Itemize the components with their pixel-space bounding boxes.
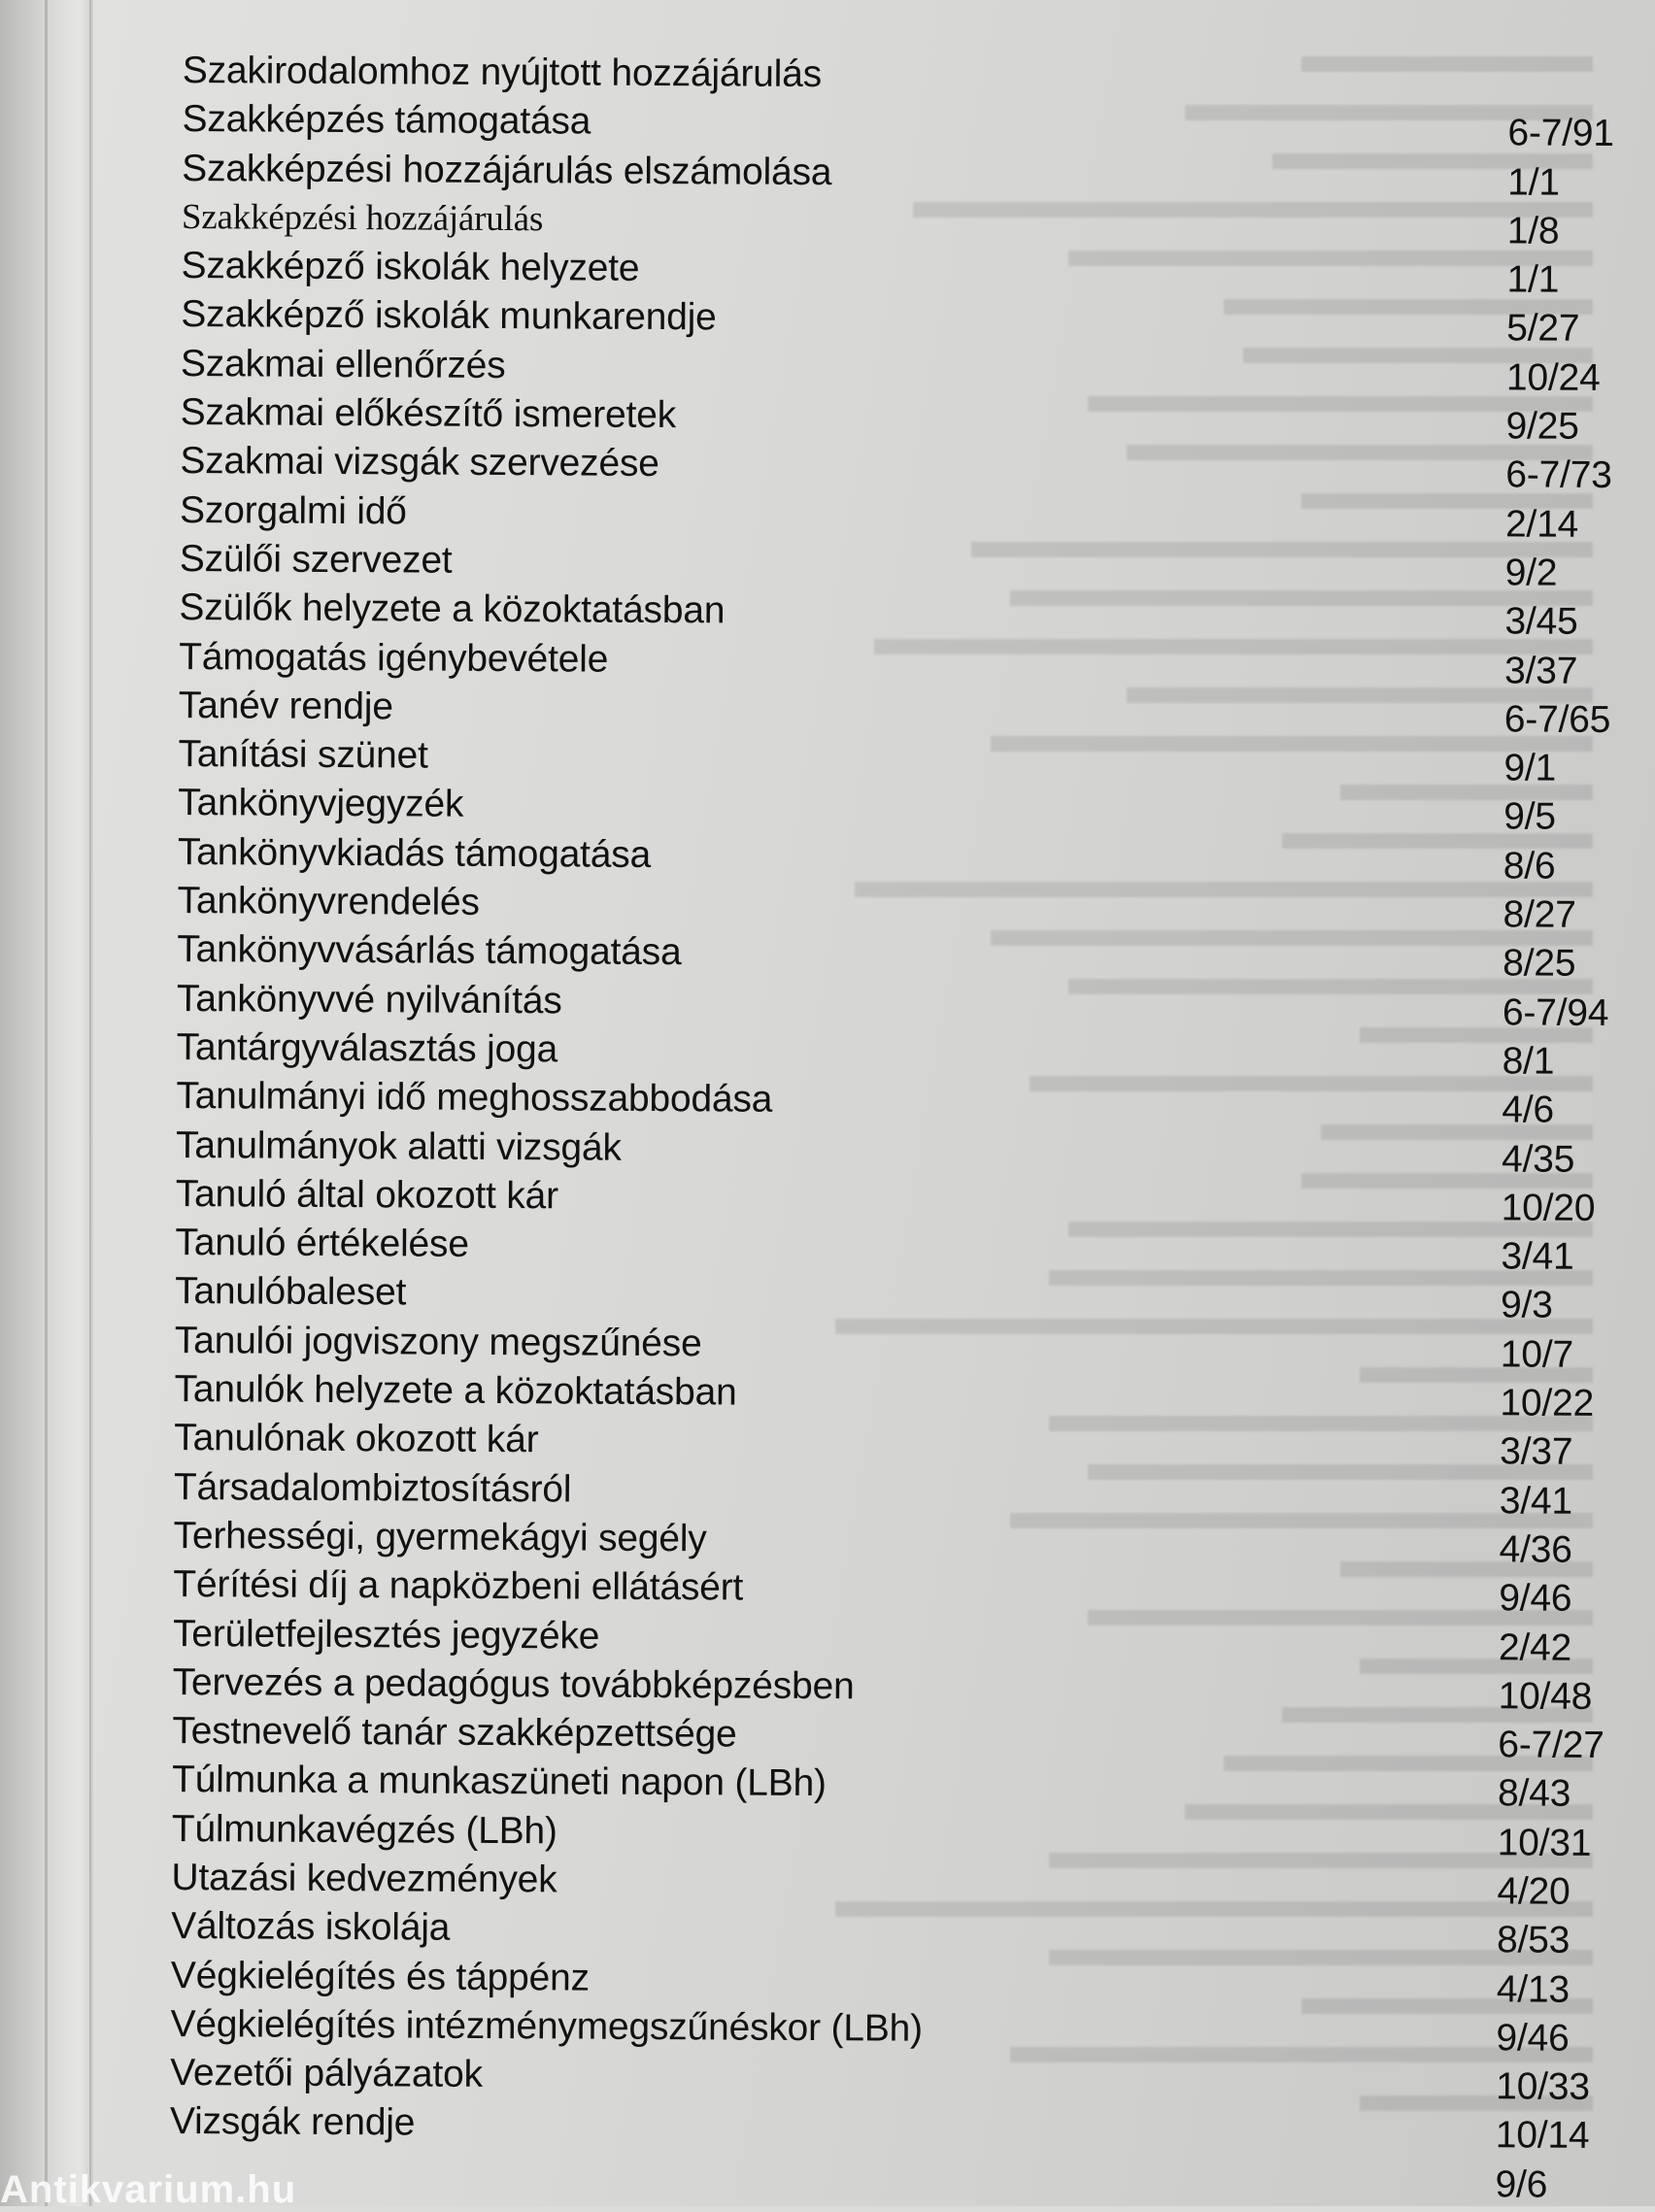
entry-page-number: 9/25 — [1505, 405, 1579, 448]
entry-page-number: 3/41 — [1499, 1479, 1573, 1523]
entry-page-number: 9/5 — [1503, 795, 1556, 839]
spine-edge-line — [45, 0, 48, 2206]
index-entry — [182, 193, 1619, 251]
entry-page-number: 4/6 — [1502, 1089, 1555, 1131]
entry-label: Tanulók helyzete a közoktatásban — [174, 1367, 737, 1414]
entry-label: Szakmai előkészítő ismeretek — [180, 391, 677, 437]
index-entry — [177, 1023, 1614, 1081]
index-entry — [180, 535, 1617, 592]
index-entry — [169, 2147, 1606, 2204]
entry-page-number: 5/27 — [1506, 307, 1580, 351]
index-entry — [182, 95, 1619, 155]
watermark: Antikvarium.hu — [0, 2168, 297, 2211]
index-entry — [171, 1952, 1608, 2009]
entry-page-number: 8/6 — [1503, 845, 1556, 888]
index-entry — [172, 1707, 1609, 1767]
entry-label: Tankönyvvé nyilvánítás — [176, 977, 562, 1022]
entry-label: Szakképzés támogatása — [182, 98, 591, 143]
entry-label: Tanuló értékelése — [175, 1222, 469, 1265]
index-entry — [178, 730, 1615, 788]
entry-page-number: 8/1 — [1502, 1040, 1555, 1083]
entry-label: Tanulmányok alatti vizsgák — [175, 1123, 622, 1169]
index-entry — [173, 1512, 1610, 1569]
entry-page-number: 8/53 — [1496, 1919, 1571, 1962]
entry-page-number: 3/37 — [1500, 1430, 1573, 1474]
entry-label: Szorgalmi idő — [179, 488, 407, 533]
index-entry — [174, 1414, 1611, 1474]
entry-label: Túlmunka a munkaszüneti napon (LBh) — [171, 1759, 827, 1805]
entry-label: Szakirodalomhoz nyújtott hozzájárulás — [182, 49, 823, 96]
index-entry — [175, 1267, 1612, 1327]
entry-label: Tanulónak okozott kár — [174, 1417, 539, 1461]
index-entry — [177, 925, 1614, 986]
index-entry — [181, 340, 1618, 397]
entry-page-number: 9/6 — [1495, 2163, 1548, 2206]
entry-label: Társadalombiztosításról — [173, 1465, 572, 1511]
entry-label: Támogatás igénybevétele — [179, 635, 609, 681]
index-entry — [176, 1122, 1613, 1179]
entry-page-number: 4/13 — [1496, 1967, 1571, 2011]
entry-label: Változás iskolája — [171, 1905, 451, 1949]
index-entry — [179, 584, 1616, 644]
index-entry — [179, 633, 1616, 690]
index-entry — [170, 2000, 1607, 2058]
entry-label: Tanítási szünet — [178, 733, 428, 777]
entry-page-number: 2/42 — [1498, 1625, 1572, 1669]
entry-page-number: 10/24 — [1505, 356, 1601, 399]
entry-page-number: 3/37 — [1503, 649, 1578, 692]
entry-page-number: 10/33 — [1496, 2065, 1590, 2109]
index-entry — [174, 1365, 1611, 1423]
entry-page-number: 8/43 — [1497, 1772, 1571, 1816]
index-entry — [176, 1170, 1613, 1227]
entry-label: Szakképzési hozzájárulás — [181, 196, 544, 240]
index-entry — [172, 1805, 1609, 1862]
entry-page-number: 10/14 — [1495, 2114, 1590, 2158]
entry-label: Utazási kedvezmények — [171, 1856, 557, 1901]
index-entry — [177, 877, 1614, 934]
entry-label: Szakképzési hozzájárulás elszámolása — [182, 147, 832, 193]
entry-page-number: 6-7/73 — [1505, 453, 1612, 497]
entry-label: Tankönyvvásárlás támogatása — [177, 928, 682, 974]
entry-page-number: 8/25 — [1503, 942, 1576, 986]
entry-label: Tervezés a pedagógus továbbképzésben — [172, 1660, 855, 1708]
index-entry — [174, 1463, 1611, 1521]
entry-page-number: 4/20 — [1497, 1870, 1571, 1913]
entry-label: Tanév rendje — [178, 684, 393, 728]
index-entry — [178, 779, 1615, 839]
index-entry — [171, 1756, 1609, 1816]
entry-label: Szakképző iskolák helyzete — [181, 245, 640, 290]
entry-label: Tantárgyválasztás joga — [176, 1025, 558, 1071]
index-entry — [181, 290, 1618, 351]
entry-page-number: 8/27 — [1503, 893, 1576, 936]
entry-label: Vizsgák rendje — [169, 2100, 416, 2144]
index-entry — [170, 2049, 1607, 2109]
entry-label: Tanulmányi idő meghosszabbodása — [176, 1075, 773, 1121]
entry-page-number: 10/20 — [1501, 1187, 1596, 1229]
entry-page-number: 2/14 — [1504, 503, 1579, 546]
entry-label: Szakmai ellenőrzés — [180, 342, 506, 386]
entry-label: Végkielégítés és táppénz — [170, 1954, 590, 1999]
entry-label: Terhességi, gyermekágyi segély — [173, 1514, 707, 1560]
index-entry — [181, 388, 1618, 446]
spine-edge-line — [89, 0, 91, 2206]
entry-label: Tankönyvkiadás támogatása — [177, 830, 652, 876]
entry-page-number: 9/1 — [1503, 747, 1557, 789]
entry-label: Tanulói jogviszony megszűnése — [174, 1319, 702, 1365]
entry-label: Területfejlesztés jegyzéke — [172, 1612, 600, 1658]
index-entry — [182, 145, 1619, 202]
index-entry — [180, 437, 1617, 497]
entry-label: Tanulóbaleset — [175, 1270, 407, 1314]
entry-page-number: 3/45 — [1504, 600, 1578, 644]
entry-page-number: 9/2 — [1504, 552, 1558, 594]
entry-label: Túlmunkavégzés (LBh) — [171, 1807, 557, 1853]
entry-label: Testnevelő tanár szakképzettsége — [172, 1710, 737, 1756]
entry-label: Szülői szervezet — [179, 537, 453, 582]
entry-page-number: 10/48 — [1498, 1675, 1593, 1718]
index-entry — [173, 1659, 1610, 1716]
index-entry — [181, 242, 1618, 299]
entry-label: Végkielégítés intézménymegszűnéskor (LBh) — [170, 2002, 924, 2050]
index-entry — [178, 828, 1615, 886]
index-entry — [175, 1317, 1612, 1374]
entry-page-number: 6-7/65 — [1503, 698, 1611, 741]
entry-page-number: 4/36 — [1499, 1528, 1572, 1571]
entry-page-number: 1/1 — [1507, 160, 1560, 204]
index-entry — [172, 1609, 1610, 1669]
index-entry — [183, 47, 1620, 104]
entry-page-number: 9/46 — [1499, 1577, 1572, 1620]
entry-page-number: 1/1 — [1506, 258, 1560, 301]
entry-page-number: 3/41 — [1501, 1235, 1574, 1278]
entry-page-number: 10/7 — [1500, 1333, 1574, 1376]
index-list — [169, 47, 1619, 2204]
entry-label: Szakképző iskolák munkarendje — [181, 293, 717, 339]
entry-label: Tankönyvjegyzék — [178, 782, 464, 826]
entry-page-number: 6-7/94 — [1502, 990, 1609, 1034]
entry-page-number: 9/46 — [1496, 2017, 1570, 2060]
entry-label: Térítési díj a napközbeni ellátásért — [173, 1563, 744, 1609]
entry-page-number: 10/22 — [1500, 1382, 1595, 1424]
entry-page-number: 6-7/91 — [1507, 112, 1615, 155]
index-entry — [180, 486, 1617, 544]
index-entry — [171, 1902, 1608, 1960]
entry-label: Szakmai vizsgák szervezése — [180, 440, 659, 486]
entry-page-number: 1/8 — [1506, 210, 1560, 252]
entry-label: Tanuló által okozott kár — [175, 1172, 559, 1218]
index-entry — [169, 2097, 1607, 2158]
index-entry — [175, 1219, 1612, 1276]
entry-label: Tankönyvrendelés — [177, 880, 480, 923]
entry-page-number: 9/3 — [1500, 1284, 1553, 1327]
book-spine — [0, 0, 93, 2206]
index-entry — [173, 1560, 1610, 1618]
entry-page-number: 6-7/27 — [1498, 1724, 1604, 1767]
entry-page-number: 10/31 — [1497, 1821, 1592, 1864]
entry-label: Vezetői pályázatok — [170, 2052, 484, 2096]
entry-page-number: 4/35 — [1501, 1137, 1575, 1181]
index-entry — [176, 1072, 1613, 1129]
entry-label: Szülők helyzete a közoktatásban — [179, 587, 726, 632]
index-entry — [171, 1854, 1608, 1911]
index-entry — [179, 682, 1616, 739]
index-entry — [177, 975, 1614, 1032]
